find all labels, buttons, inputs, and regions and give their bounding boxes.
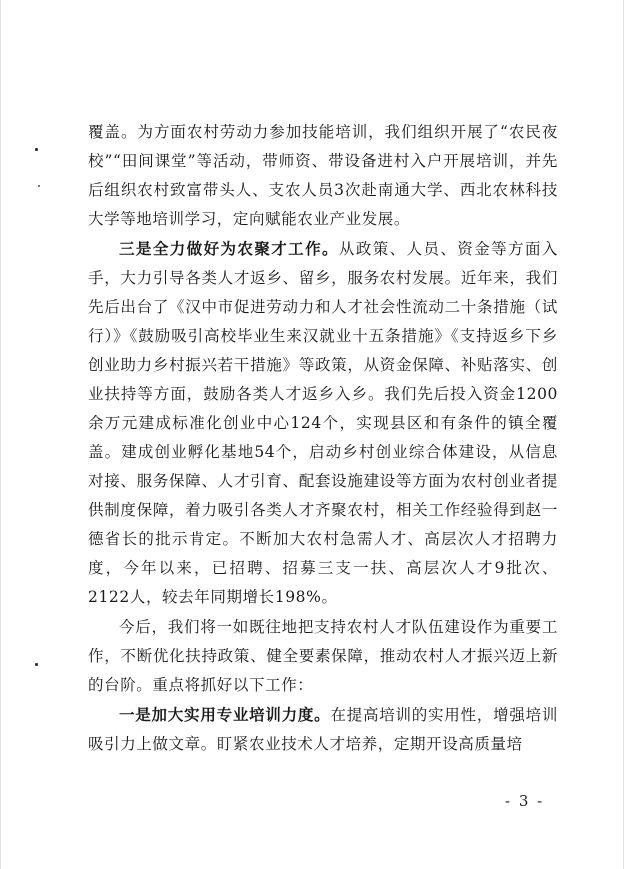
paragraph-text: 覆盖。为方面农村劳动力参加技能培训，我们组织开展了“农民夜校”“田间课堂”等活动，带师资、带设备进村入户开展培训，并先后组织农村致富带头人、支农人员3次赴南通大学、西北农林科技大学等地培训学习，定向赋能农业产业发展。	[88, 123, 558, 228]
paragraph	[88, 117, 558, 234]
paragraph	[88, 700, 558, 759]
paragraph-text: 今后，我们将一如既往地把支持农村人才队伍建设作为重要工作，不断优化扶持政策、健全要素保障，推动农村人才振兴迈上新的台阶。重点将抓好以下工作：	[88, 618, 558, 694]
paragraph-text: 在提高培训的实用性，增强培训吸引力上做文章。盯紧农业技术人才培养，定期开设高质量培	[88, 706, 558, 753]
paragraph	[88, 612, 558, 700]
scan-mark	[35, 148, 38, 151]
paragraph	[88, 234, 558, 612]
paragraph-text: 从政策、人员、资金等方面入手，大力引导各类人才返乡、留乡，服务农村发展。近年来，我们先后出台了《汉中市促进劳动力和人才社会性流动二十条措施（试行）》《鼓励吸引高校毕业生来汉就业十五条措施》《支持返乡下乡创业助力乡村振兴若干措施》等政策，从资金保障、补贴落实、创业扶持等方面，鼓励各类人才返乡入乡。我们先后投入资金1200余万元建成标准化创业中心124个，实现县区和有条件的镇全覆盖。建成创业孵化基地54个，启动乡村创业综合体建设，从信息对接、服务保障、人才引育、配套设施建设等方面为农村创业者提供制度保障，着力吸引各类人才齐聚农村，相关工作经验得到赵一德省长的批示肯定。不断加大农村急需人才、高层次人才招聘力度，今年以来，已招聘、招募三支一扶、高层次人才9批次、2122人，较去年同期增长198%。	[88, 240, 558, 606]
page-number: - 3 -	[505, 792, 545, 810]
document-body	[88, 117, 558, 759]
paragraph-lead: 一是加大实用专业培训力度。	[119, 705, 331, 724]
scan-mark	[38, 185, 40, 187]
paragraph-lead: 三是全力做好为农聚才工作。	[119, 239, 339, 258]
scan-mark	[35, 663, 38, 666]
